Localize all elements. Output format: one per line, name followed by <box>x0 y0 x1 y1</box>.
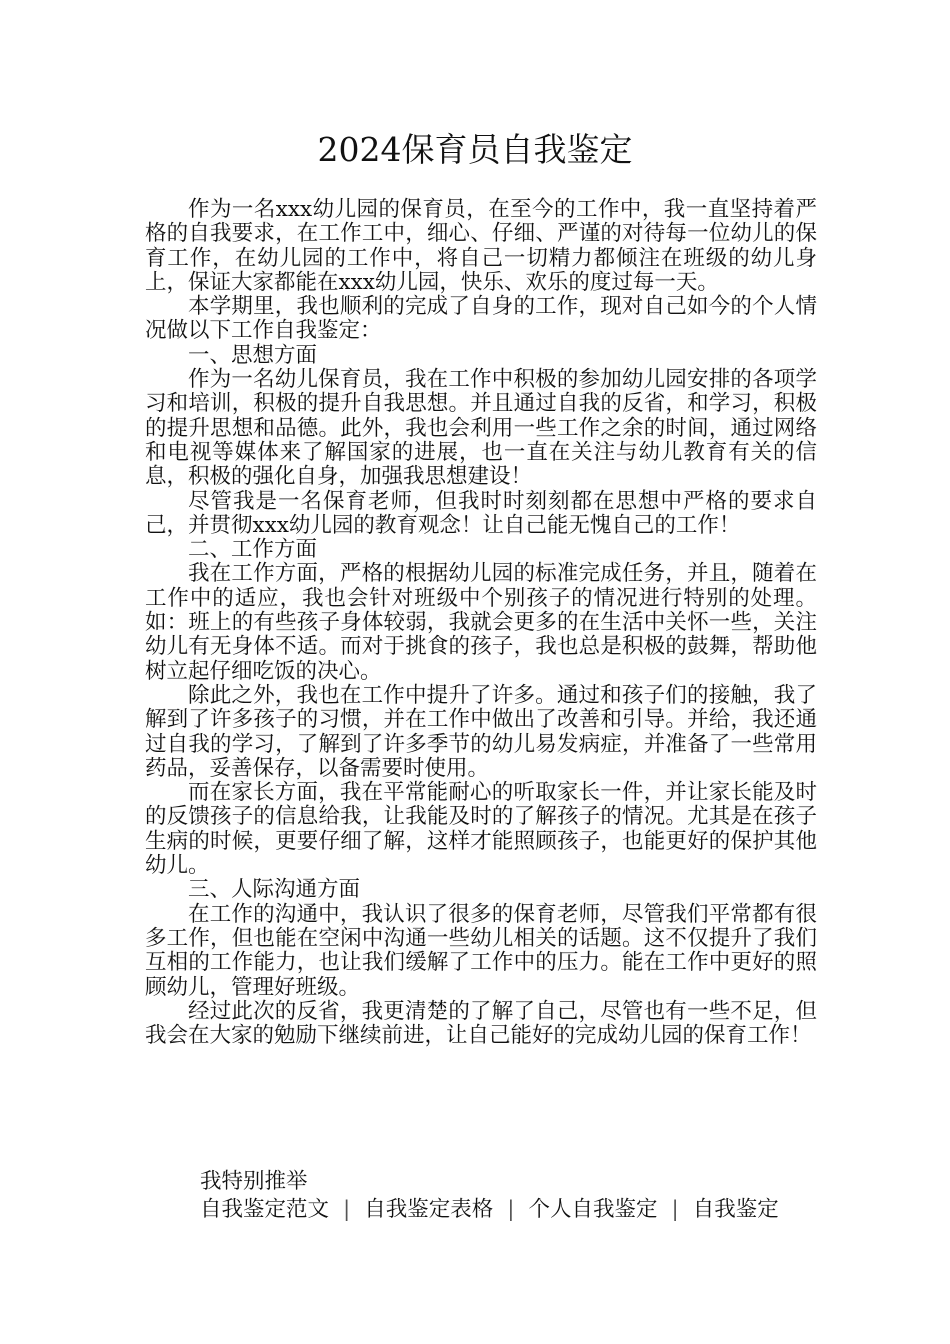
link-separator: | <box>671 1197 679 1222</box>
paragraph-intro: 作为一名xxx幼儿园的保育员，在至今的工作中，我一直坚持着严格的自我要求，在工作工中，细心、仔细、严谨的对待每一位幼儿的保育工作，在幼儿园的工作中，将自己一切精力都倾注在班级的幼儿身上，保证大家都能在xxx幼儿园，快乐、欢乐的度过每一天。 <box>145 197 817 295</box>
paragraph-semester: 本学期里，我也顺利的完成了自身的工作，现对自己如今的个人情况做以下工作自我鉴定： <box>145 294 817 344</box>
link-separator: | <box>343 1197 351 1222</box>
section-heading-thought: 一、思想方面 <box>188 342 318 368</box>
paragraph-conclusion: 经过此次的反省，我更清楚的了解了自己，尽管也有一些不足，但我会在大家的勉励下继续前进，让自己能好的完成幼儿园的保育工作！ <box>145 998 817 1049</box>
document-title: 2024保育员自我鉴定 <box>317 130 633 169</box>
recommend-label: 我特别推举 <box>200 1169 308 1194</box>
recommend-link-form[interactable]: 自我鉴定表格 <box>364 1197 494 1222</box>
paragraph-work-2: 除此之外，我也在工作中提升了许多。通过和孩子们的接触，我了解到了许多孩子的习惯，并在工作中做出了改善和引导。并给，我还通过自我的学习，了解到了许多季节的幼儿易发病症，并准备了一些常用药品，妥善保存，以备需要时使用。 <box>145 682 817 781</box>
recommend-section <box>200 1168 840 1224</box>
recommend-links <box>200 1196 840 1224</box>
paragraph-communication: 在工作的沟通中，我认识了很多的保育老师，尽管我们平常都有很多工作，但也能在空闲中沟通一些幼儿相关的话题。这不仅提升了我们互相的工作能力，也让我们缓解了工作中的压力。能在工作中更好的照顾幼儿，管理好班级。 <box>145 901 817 1000</box>
section-heading-work: 二、工作方面 <box>188 537 318 563</box>
paragraph-thought-2: 尽管我是一名保育老师，但我时时刻刻都在思想中严格的要求自己，并贯彻xxx幼儿园的教育观念！让自己能无愧自己的工作！ <box>145 488 817 538</box>
paragraph-work-1: 我在工作方面，严格的根据幼儿园的标准完成任务，并且，随着在工作中的适应，我也会针对班级中个别孩子的情况进行特别的处理。如：班上的有些孩子身体较弱，我就会更多的在生活中关怀一些，关注幼儿有无身体不适。而对于挑食的孩子，我也总是积极的鼓舞，帮助他树立起仔细吃饭的决心。 <box>145 561 817 684</box>
section-heading-communication: 三、人际沟通方面 <box>188 877 361 903</box>
document-body <box>145 198 817 1048</box>
recommend-link-self-appraisal[interactable]: 自我鉴定 <box>692 1197 779 1222</box>
recommend-link-sample[interactable]: 自我鉴定范文 <box>200 1197 330 1222</box>
link-separator: | <box>507 1197 515 1222</box>
paragraph-thought-1: 作为一名幼儿保育员，我在工作中积极的参加幼儿园安排的各项学习和培训，积极的提升自我思想。并且通过自我的反省，和学习，积极的提升思想和品德。此外，我也会利用一些工作之余的时间，通过网络和电视等媒体来了解国家的进展，也一直在关注与幼儿教育有关的信息，积极的强化自身，加强我思想建设！ <box>145 367 817 490</box>
paragraph-work-3: 而在家长方面，我在平常能耐心的听取家长一件，并让家长能及时的反馈孩子的信息给我，让我能及时的了解孩子的情况。尤其是在孩子生病的时候，更要仔细了解，这样才能照顾孩子，也能更好的保护其他幼儿。 <box>145 780 817 879</box>
recommend-link-personal[interactable]: 个人自我鉴定 <box>528 1197 658 1222</box>
